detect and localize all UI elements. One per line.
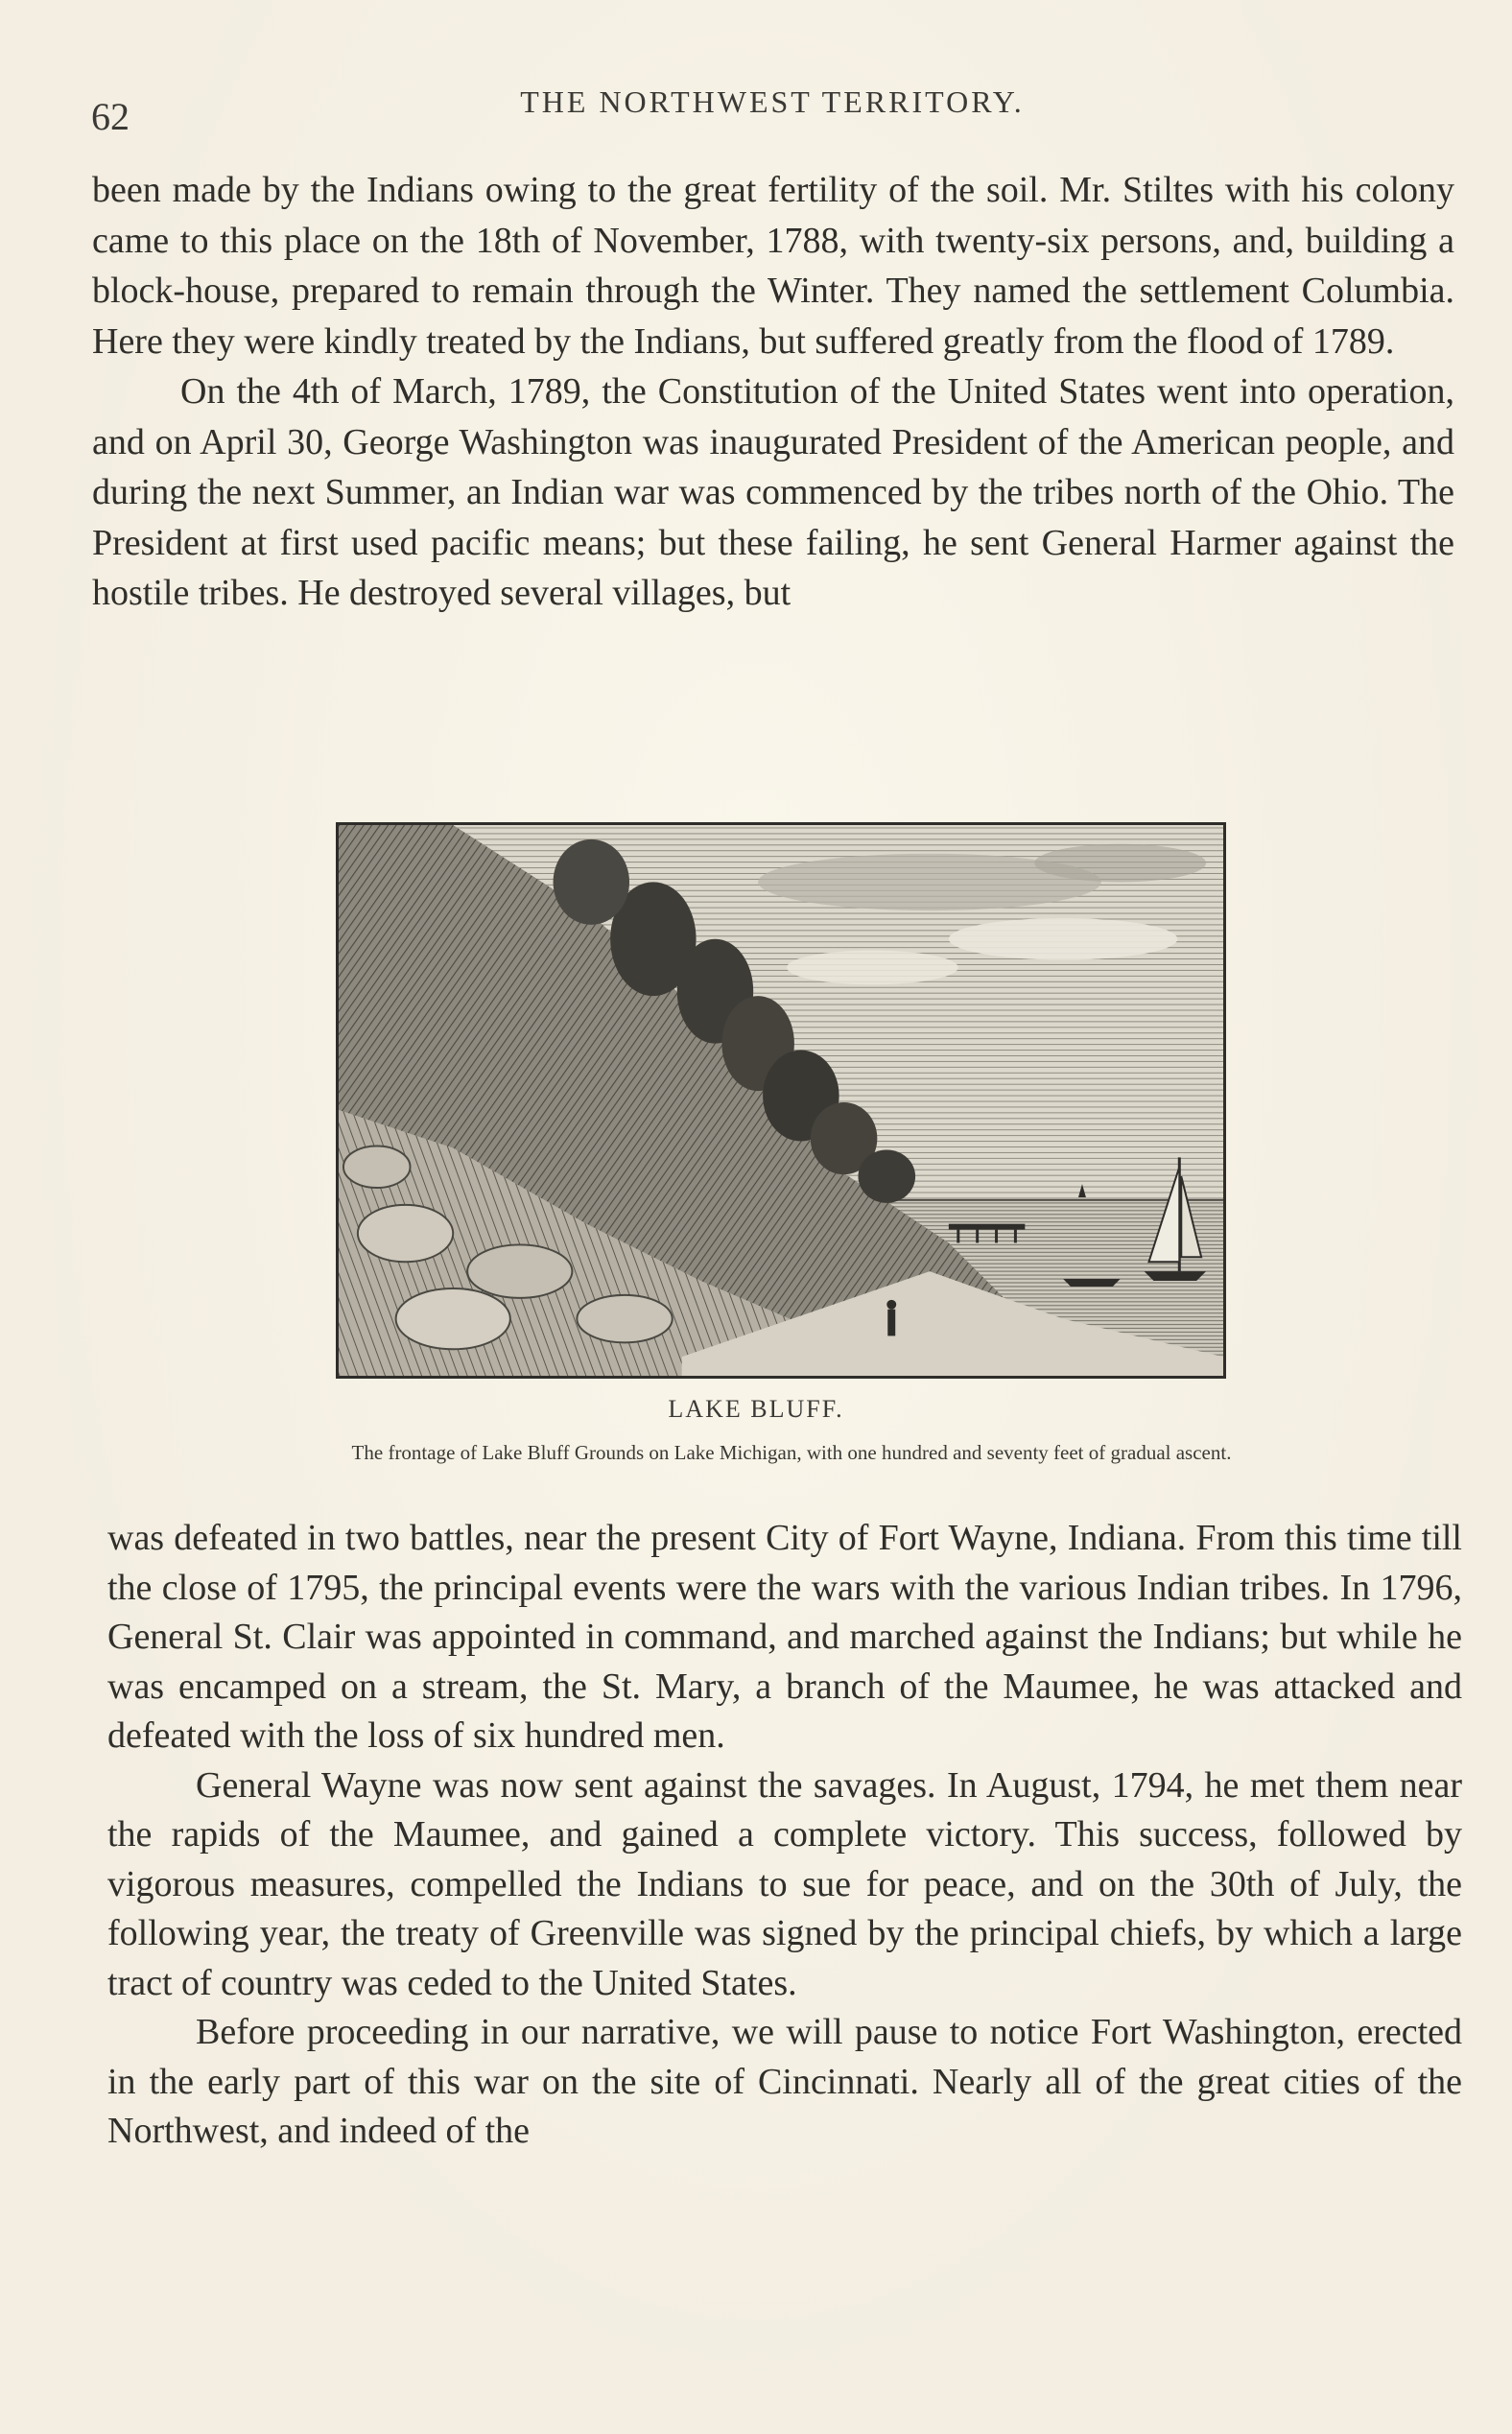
engraving-illustration	[339, 825, 1223, 1376]
paragraph: On the 4th of March, 1789, the Constitution of the United States went into operation, and on April 30, George Washington was inaugurated President of the American people, and during the next Summer, an Indian war was commenced by the tribes north of the Ohio. The President at first used pacific means; but these failing, he sent General Harmer against the hostile tribes. He destroyed several villages, but	[92, 371, 1454, 613]
paragraph: was defeated in two battles, near the present City of Fort Wayne, Indiana. From this time till the close of 1795, the principal events were the wars with the various Indian tribes. In 1796, General St. Clair was appointed in command, and marched against the Indians; but while he was encamped on a stream, the St. Mary, a branch of the Maumee, he was attacked and defeated with the loss of six hundred men.	[107, 1518, 1462, 1756]
page-header	[91, 77, 1453, 138]
text-block-bottom	[107, 1514, 1462, 2157]
paragraph: Before proceeding in our narrative, we will pause to notice Fort Washington, erected in the early part of this war on the site of Cincinnati. Nearly all of the great cities of the Northwest, and indeed of the	[107, 2012, 1462, 2151]
figure-title: LAKE BLUFF.	[668, 1395, 844, 1423]
text-block-top	[92, 165, 1454, 619]
lake-bluff-engraving	[336, 822, 1226, 1379]
figure-caption: The frontage of Lake Bluff Grounds on Lake Michigan, with one hundred and seventy feet of gradual ascent.	[351, 1441, 1232, 1464]
running-title: THE NORTHWEST TERRITORY.	[520, 84, 1025, 119]
page-number: 62	[91, 95, 130, 138]
paragraph: been made by the Indians owing to the great fertility of the soil. Mr. Stiltes with his colony came to this place on the 18th of November, 1788, with twenty-six persons, and, building a block-house, prepared to remain through the Winter. They named the settlement Columbia. Here they were kindly treated by the Indians, but suffered greatly from the flood of 1789.	[92, 170, 1454, 362]
paragraph: General Wayne was now sent against the savages. In August, 1794, he met them near the rapids of the Maumee, and gained a complete victory. This success, followed by vigorous measures, compelled the Indians to sue for peace, and on the 30th of July, the following year, the treaty of Greenville was signed by the principal chiefs, by which a large tract of country was ceded to the United States.	[107, 1764, 1462, 2003]
